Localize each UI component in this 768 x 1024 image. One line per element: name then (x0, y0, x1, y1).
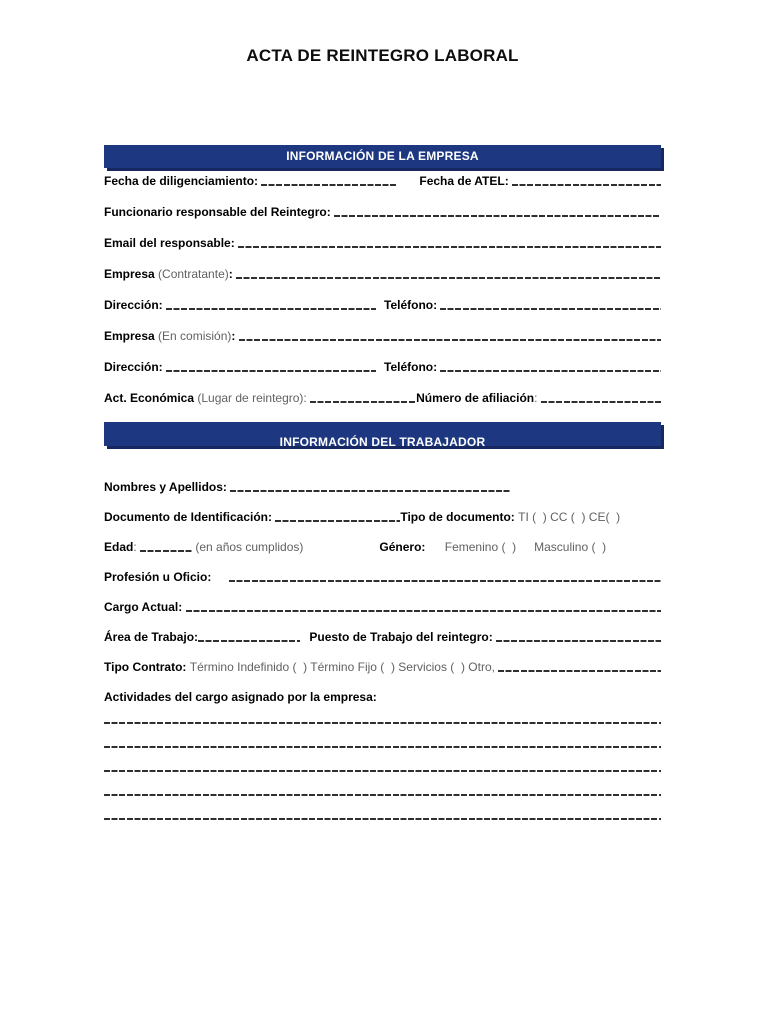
spacer (376, 370, 384, 371)
field-label: : (228, 267, 237, 281)
field-label: Género: (379, 540, 429, 554)
field-option-text: Término Indefinido ( ) Término Fijo ( ) Servicios ( ) Otro, (189, 660, 499, 674)
section-trabajador-rows (104, 480, 661, 820)
field-label: Tipo Contrato: (104, 660, 190, 674)
fill-in-line (140, 550, 192, 552)
form-content (104, 0, 661, 840)
field-label: Cargo Actual: (104, 600, 186, 614)
fill-in-line (238, 246, 661, 248)
field-label: Funcionario responsable del Reintegro: (104, 205, 335, 219)
row-fecha (104, 174, 661, 189)
row-area-puesto (104, 630, 661, 645)
fill-in-line (512, 184, 661, 186)
row-nombres-apellidos (104, 480, 661, 495)
row-edad-genero (104, 540, 661, 555)
fill-in-line (261, 184, 397, 186)
spacer (376, 308, 384, 309)
field-option-text: (En comisión) (154, 329, 232, 343)
fill-in-line (229, 580, 661, 582)
row-actividades-label (104, 690, 661, 705)
fill-in-line (498, 670, 661, 672)
field-label: Empresa (104, 267, 155, 281)
field-label: Tipo de documento: (400, 510, 519, 524)
section-header-trabajador: INFORMACIÓN DEL TRABAJADOR (104, 422, 661, 446)
fill-in-line (104, 794, 661, 796)
field-label: Nombres y Apellidos: (104, 480, 231, 494)
field-label: Dirección: (104, 298, 167, 312)
row-cargo-actual (104, 600, 661, 615)
field-label: Profesión u Oficio: (104, 570, 215, 584)
row-direccion-1 (104, 298, 661, 313)
field-option-text: TI ( ) CC ( ) CE( ) (518, 510, 621, 524)
fill-in-line (275, 520, 400, 522)
field-option-text: : (534, 391, 541, 405)
fill-in-line (440, 308, 661, 310)
field-label: Fecha de diligenciamiento: (104, 174, 262, 188)
field-label: Área de Trabajo: (104, 630, 199, 644)
section-header-empresa: INFORMACIÓN DE LA EMPRESA (104, 145, 661, 168)
field-option-text: (en años cumplidos) (192, 540, 304, 554)
section-empresa-rows (104, 174, 661, 406)
field-label: Teléfono: (384, 360, 441, 374)
spacer (397, 184, 419, 185)
fill-in-line (166, 308, 376, 310)
row-answer-line-1 (104, 720, 661, 724)
fill-in-line (230, 490, 510, 492)
fill-in-line (198, 640, 300, 642)
row-answer-line-3 (104, 768, 661, 772)
row-answer-line-5 (104, 816, 661, 820)
field-option-text: (Contratante) (154, 267, 229, 281)
row-email-responsable (104, 236, 661, 251)
row-funcionario-responsable (104, 205, 661, 220)
row-profesion-oficio (104, 570, 661, 585)
field-label: Fecha de ATEL: (419, 174, 513, 188)
document-title: ACTA DE REINTEGRO LABORAL (246, 46, 519, 65)
fill-in-line (310, 401, 416, 403)
field-option-text: : (133, 540, 141, 554)
fill-in-line (239, 339, 661, 341)
row-empresa-contratante (104, 267, 661, 282)
field-label: Documento de Identificación: (104, 510, 276, 524)
fill-in-line (334, 215, 661, 217)
spacer (215, 580, 229, 581)
field-label: Actividades del cargo asignado por la empresa: (104, 690, 377, 704)
spacer (303, 550, 379, 551)
fill-in-line (104, 818, 661, 820)
row-answer-line-2 (104, 744, 661, 748)
field-label: : (231, 329, 239, 343)
spacer (516, 550, 534, 551)
fill-in-line (236, 277, 661, 279)
field-label: Edad (104, 540, 134, 554)
field-label: Email del responsable: (104, 236, 239, 250)
fill-in-line (166, 370, 376, 372)
field-option-text: Masculino ( ) (534, 540, 607, 554)
fill-in-line (541, 401, 661, 403)
field-label: Empresa (104, 329, 155, 343)
fill-in-line (104, 746, 661, 748)
fill-in-line (104, 722, 661, 724)
fill-in-line (186, 610, 661, 612)
field-label: Número de afiliación (416, 391, 535, 405)
row-answer-line-4 (104, 792, 661, 796)
row-direccion-2 (104, 360, 661, 375)
fill-in-line (440, 370, 661, 372)
field-option-text: Femenino ( ) (444, 540, 517, 554)
field-label: Act. Económica (104, 391, 195, 405)
row-empresa-en-comision (104, 329, 661, 344)
field-label: Dirección: (104, 360, 167, 374)
fill-in-line (104, 770, 661, 772)
field-option-text: (Lugar de reintegro): (194, 391, 311, 405)
row-tipo-contrato (104, 660, 661, 675)
row-documento-identificacion (104, 510, 661, 525)
field-label: Teléfono: (384, 298, 441, 312)
fill-in-line (496, 640, 661, 642)
field-label: Puesto de Trabajo del reintegro: (306, 630, 497, 644)
spacer (429, 550, 445, 551)
row-act-economica (104, 391, 661, 406)
